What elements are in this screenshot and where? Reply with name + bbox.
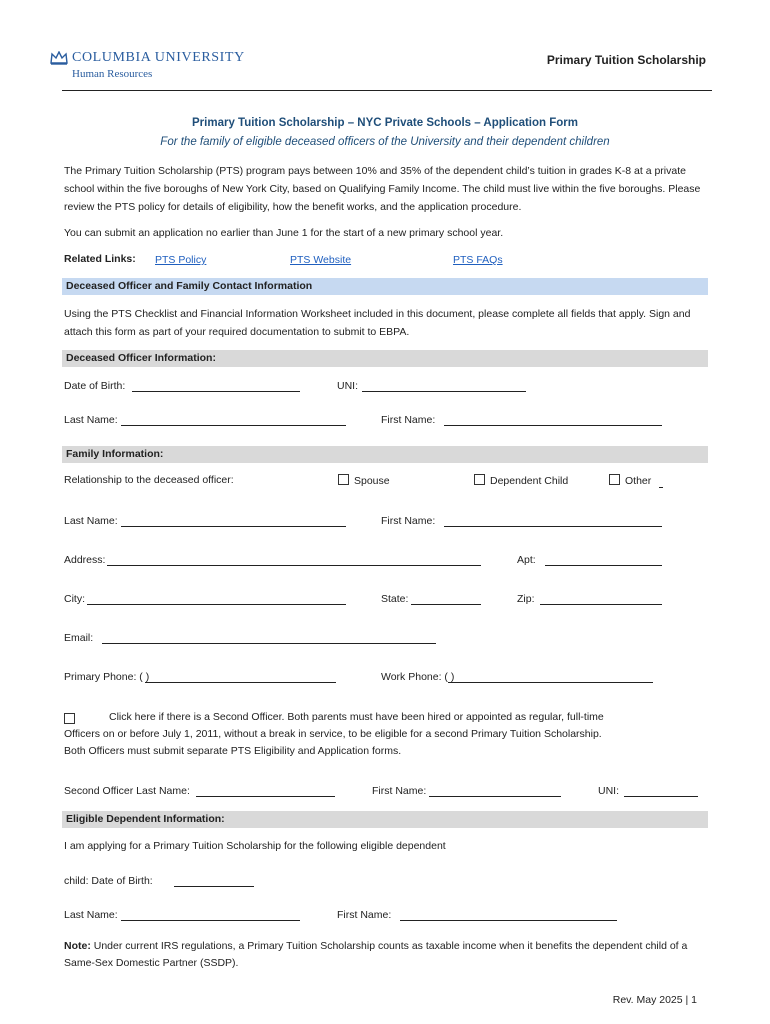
option-other[interactable] — [609, 474, 651, 487]
other-label: Other — [625, 475, 652, 487]
officer-uni-field[interactable] — [362, 391, 526, 392]
header-doc-label: Primary Tuition Scholarship — [546, 53, 706, 67]
dependent-first-name-field[interactable] — [400, 920, 617, 921]
state-field[interactable] — [411, 604, 481, 605]
second-officer-checkbox[interactable] — [64, 713, 75, 724]
relationship-label: Relationship to the deceased officer: — [64, 474, 234, 486]
second-officer-last-name-field[interactable] — [196, 796, 335, 797]
section-family-title: Family Information: — [66, 448, 164, 460]
second-officer-text-3: Both Officers must submit separate PTS Eligibility and Application forms. — [64, 745, 402, 757]
option-spouse[interactable] — [338, 474, 390, 487]
work-phone-field[interactable] — [448, 682, 653, 683]
link-pts-faqs[interactable]: PTS FAQs — [453, 254, 503, 266]
officer-dob-field[interactable] — [132, 391, 300, 392]
officer-uni-label: UNI: — [337, 380, 358, 392]
address-field[interactable] — [107, 565, 481, 566]
apt-field[interactable] — [545, 565, 662, 566]
section-family-header — [62, 446, 708, 463]
primary-phone-field[interactable] — [145, 682, 336, 683]
logo-subtext: Human Resources — [72, 68, 153, 80]
other-checkbox[interactable] — [609, 474, 620, 485]
family-last-name-label: Last Name: — [64, 515, 118, 527]
officer-dob-label: Date of Birth: — [64, 380, 126, 392]
primary-phone-label: Primary Phone: ( ) — [64, 671, 150, 683]
link-pts-policy[interactable]: PTS Policy — [155, 254, 207, 266]
section-contact-title: Deceased Officer and Family Contact Information — [66, 280, 313, 292]
city-field[interactable] — [87, 604, 346, 605]
section-officer-title: Deceased Officer Information: — [66, 352, 216, 364]
family-first-name-field[interactable] — [444, 526, 662, 527]
dependent-child-checkbox[interactable] — [474, 474, 485, 485]
apt-label: Apt: — [517, 554, 536, 566]
section-dependent-header — [62, 811, 708, 828]
page-title: Primary Tuition Scholarship – NYC Private Schools – Application Form — [192, 117, 578, 129]
option-dependent-child[interactable] — [474, 474, 568, 487]
second-officer-text-2: Officers on or before July 1, 2011, without a break in service, to be eligible for a second Primary Tuition Scholarship. — [64, 728, 602, 740]
logo — [50, 50, 245, 84]
spouse-label: Spouse — [354, 475, 390, 487]
email-label: Email: — [64, 632, 94, 644]
second-officer-uni-field[interactable] — [624, 796, 698, 797]
work-phone-label: Work Phone: ( ) — [381, 671, 455, 683]
address-label: Address: — [64, 554, 106, 566]
family-first-name-label: First Name: — [381, 515, 436, 527]
logo-text: COLUMBIA UNIVERSITY — [72, 50, 245, 65]
page-footer: Rev. May 2025 | 1 — [612, 994, 697, 1006]
header-rule — [62, 90, 712, 91]
state-label: State: — [381, 593, 409, 605]
related-links-label: Related Links: — [64, 253, 136, 265]
second-officer-uni-label: UNI: — [598, 785, 619, 797]
second-officer-last-name-label: Second Officer Last Name: — [64, 785, 190, 797]
dependent-last-name-label: Last Name: — [64, 909, 118, 921]
officer-first-name-field[interactable] — [444, 425, 662, 426]
section-dependent-title: Eligible Dependent Information: — [66, 813, 225, 825]
section-contact-header — [62, 278, 708, 295]
officer-last-name-label: Last Name: — [64, 414, 118, 426]
dependent-first-name-label: First Name: — [337, 909, 392, 921]
spouse-checkbox[interactable] — [338, 474, 349, 485]
zip-field[interactable] — [540, 604, 662, 605]
city-label: City: — [64, 593, 85, 605]
intro-paragraph: The Primary Tuition Scholarship (PTS) program pays between 10% and 35% of the dependent child’s tuition in grades K-8 at a private school within the five boroughs of New York City, based on Qualifying Family Income. The child must live within the five boroughs. Please review the PTS policy for details of eligibility, how the benefit works, and the application procedure. — [64, 165, 701, 213]
officer-last-name-field[interactable] — [121, 425, 346, 426]
link-pts-website[interactable]: PTS Website — [290, 254, 352, 266]
note — [64, 938, 704, 972]
dependent-dob-field[interactable] — [174, 886, 254, 887]
zip-label: Zip: — [517, 593, 535, 605]
note-label: Note: — [64, 940, 91, 952]
other-field[interactable] — [659, 487, 663, 488]
note-text: Under current IRS regulations, a Primary Tuition Scholarship counts as taxable income when it benefits the dependent child of a Same-Sex Domestic Partner (SSDP). — [64, 940, 688, 969]
submit-paragraph: You can submit an application no earlier than June 1 for the start of a new primary school year. — [64, 227, 504, 239]
family-last-name-field[interactable] — [121, 526, 346, 527]
section-officer-header — [62, 350, 708, 367]
email-field[interactable] — [102, 643, 436, 644]
second-officer-first-name-label: First Name: — [372, 785, 427, 797]
crown-icon — [50, 51, 68, 65]
page-subtitle: For the family of eligible deceased officers of the University and their dependent children — [160, 136, 610, 148]
dependent-dob-label: child: Date of Birth: — [64, 875, 153, 887]
dependent-applying-text: I am applying for a Primary Tuition Scholarship for the following eligible dependent — [64, 840, 446, 852]
officer-first-name-label: First Name: — [381, 414, 436, 426]
second-officer-text-1: Click here if there is a Second Officer. Both parents must have been hired or appointed as regular, full-time — [109, 711, 604, 723]
dependent-child-label: Dependent Child — [490, 475, 569, 487]
contact-paragraph: Using the PTS Checklist and Financial Information Worksheet included in this document, please complete all fields that apply. Sign and attach this form as part of your required documentation to submit to EBPA. — [64, 308, 691, 338]
second-officer-first-name-field[interactable] — [429, 796, 561, 797]
dependent-last-name-field[interactable] — [121, 920, 300, 921]
